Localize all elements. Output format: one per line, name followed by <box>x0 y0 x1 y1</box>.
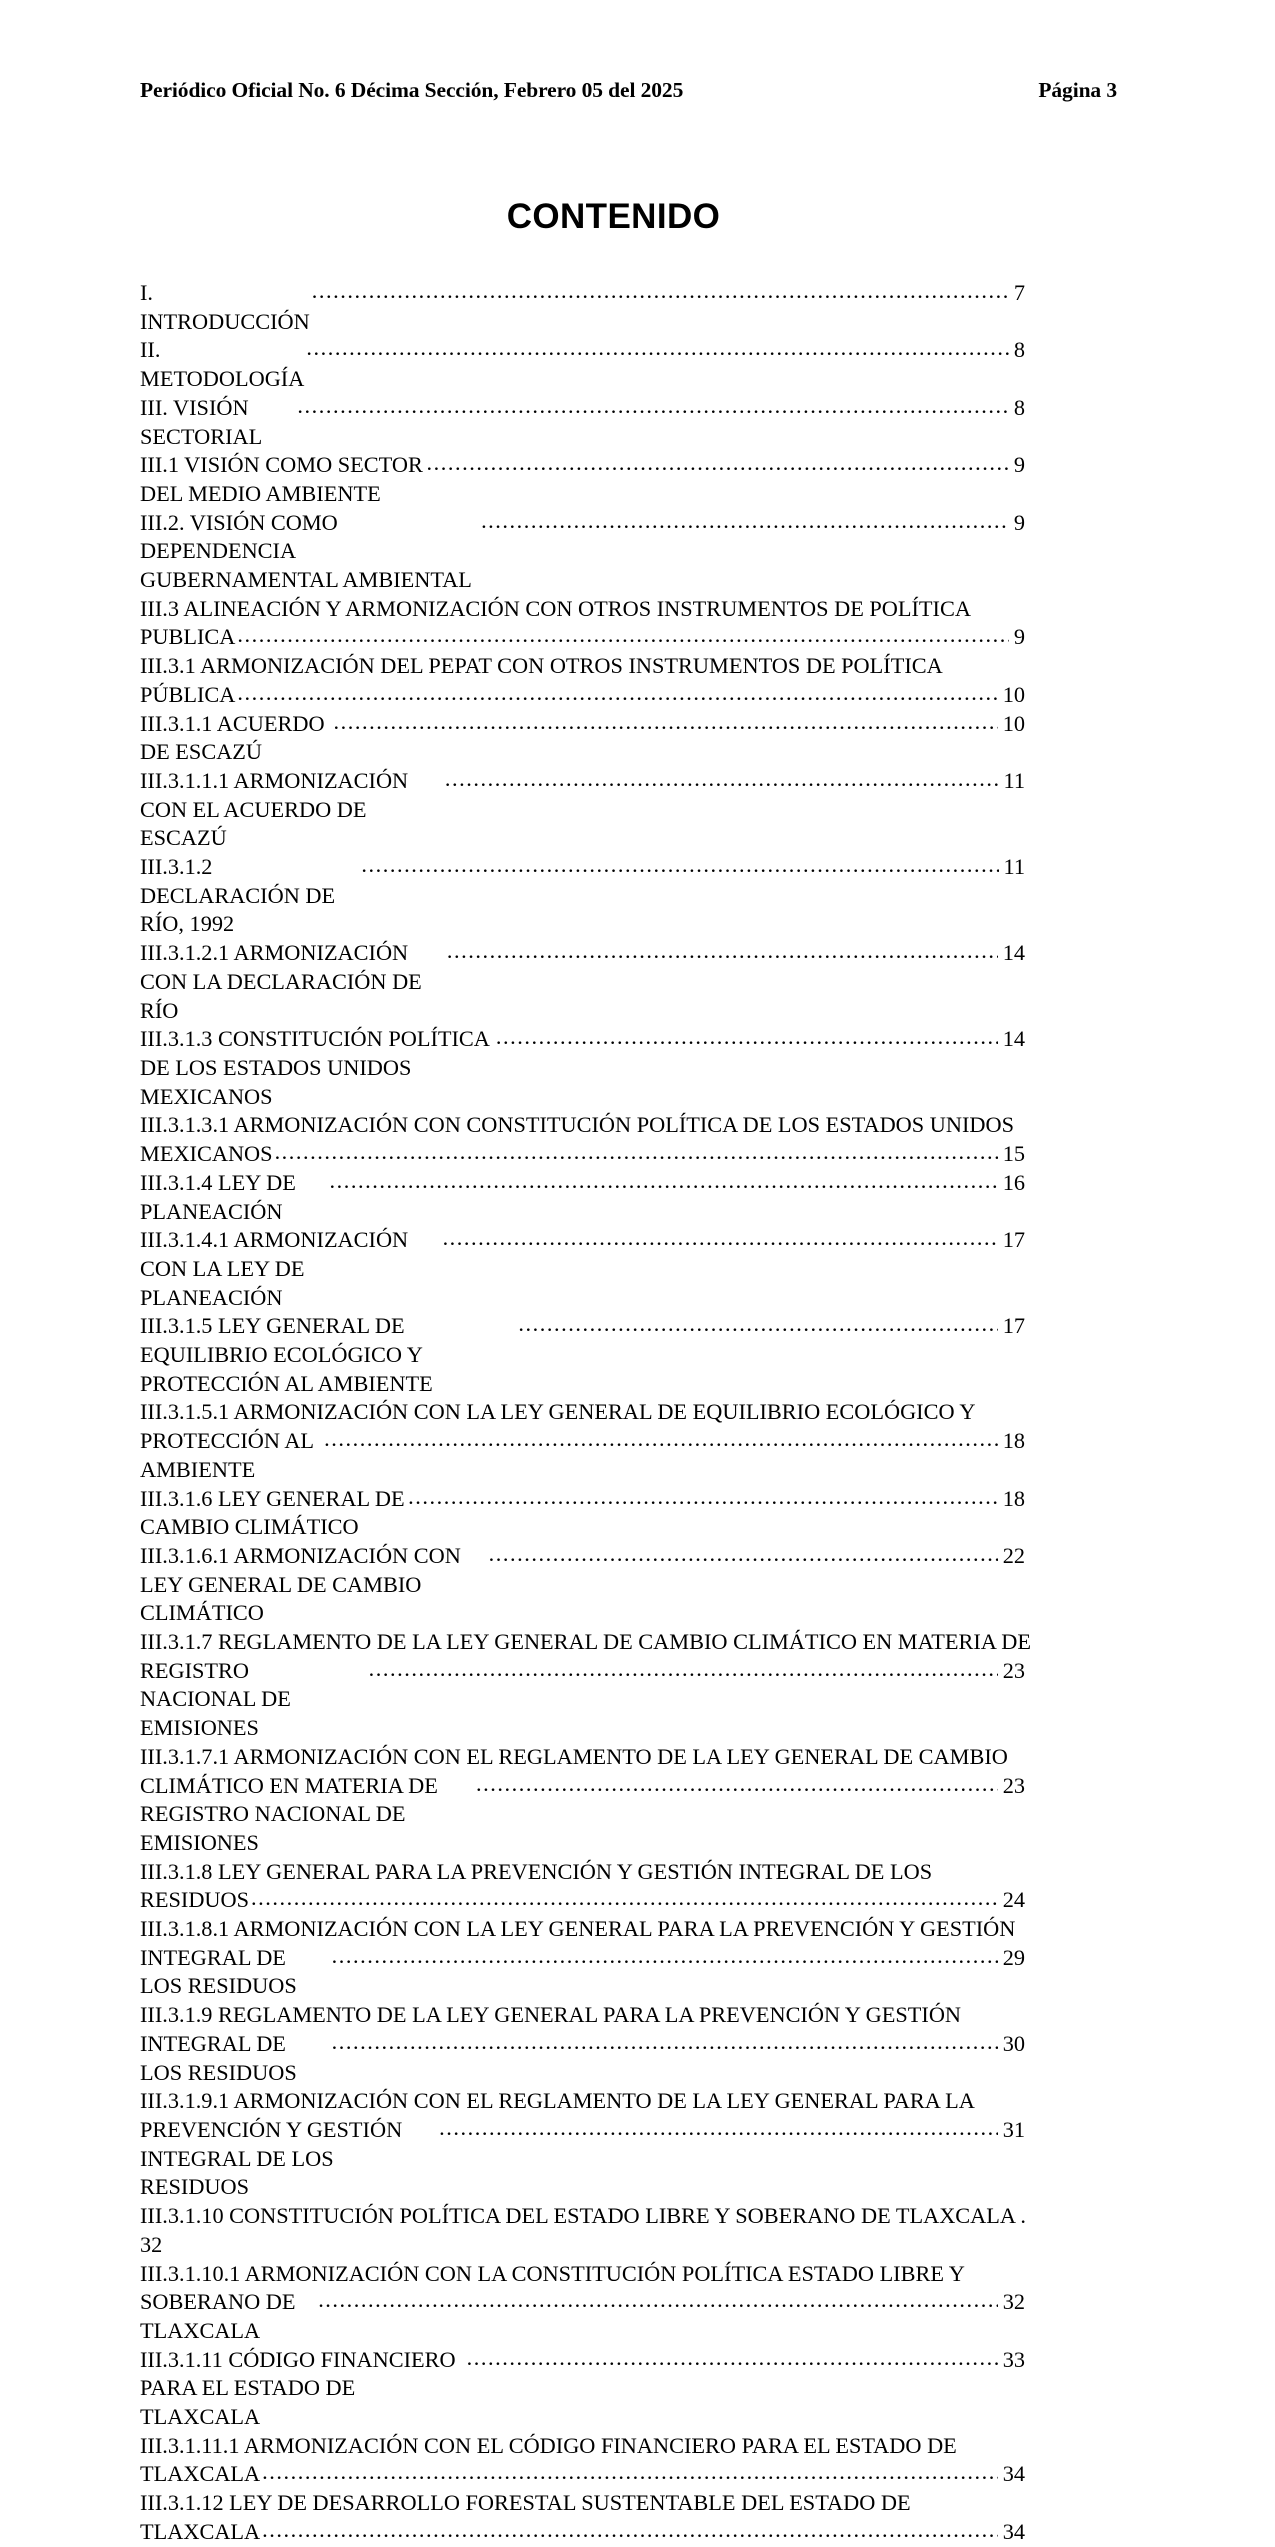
toc-entry-leader-row <box>140 2030 1025 2087</box>
toc-entry-leader-row <box>140 1140 1025 1169</box>
toc-leader-dots <box>447 937 998 966</box>
toc-entry-leader-row <box>140 1025 1025 1111</box>
toc-entry[interactable] <box>140 2001 1025 2087</box>
toc-entry-label: PUBLICA <box>140 624 236 650</box>
toc-leader-dots <box>237 679 997 708</box>
page-title: CONTENIDO <box>506 197 721 236</box>
toc-entry-label: I. INTRODUCCIÓN <box>140 280 310 334</box>
toc-entry-page: 10 <box>1002 681 1025 707</box>
toc-entry-page: 24 <box>1002 1887 1025 1913</box>
toc-entry-page: 14 <box>1002 940 1025 966</box>
running-header <box>140 78 1135 103</box>
toc-entry[interactable] <box>140 1169 1025 1226</box>
toc-entry-page: 9 <box>1013 452 1025 478</box>
toc-entry-line: III.3.1.11.1 ARMONIZACIÓN CON EL CÓDIGO FINANCIERO PARA EL ESTADO DE <box>140 2432 957 2458</box>
toc-entry-line: III.3.1.9 REGLAMENTO DE LA LEY GENERAL PARA LA PREVENCIÓN Y GESTIÓN <box>140 2002 962 2028</box>
toc-leader-dots <box>318 2286 998 2315</box>
toc-entry-leader-row <box>140 1169 1025 1226</box>
toc-entry[interactable] <box>140 1542 1025 1628</box>
toc-entry-label: SOBERANO DE TLAXCALA <box>140 2289 296 2343</box>
toc-leader-dots <box>262 2458 998 2487</box>
toc-entry-page: 8 <box>1013 394 1025 420</box>
toc-entry-leader-row <box>140 623 1025 652</box>
toc-leader-dots <box>275 1138 998 1167</box>
toc-entry-line: III.3.1.8 LEY GENERAL PARA LA PREVENCIÓN Y GESTIÓN INTEGRAL DE LOS <box>140 1858 933 1884</box>
toc-entry[interactable] <box>140 1915 1025 2001</box>
toc-leader-dots <box>427 449 1009 478</box>
toc-entry-leader-row <box>140 1226 1025 1312</box>
toc-entry-label: III. VISIÓN SECTORIAL <box>140 394 263 449</box>
toc-entry-leader-row <box>140 394 1025 451</box>
toc-entry-leader-row <box>140 1657 1025 1743</box>
toc-entry-page: 23 <box>1002 1772 1025 1798</box>
toc-leader-dots <box>306 334 1009 363</box>
toc-entry-line: III.3.1.12 LEY DE DESARROLLO FORESTAL SUSTENTABLE DEL ESTADO DE <box>140 2490 911 2516</box>
toc-entry-label: MEXICANOS <box>140 1141 273 1167</box>
toc-entry-label: III.3.1.5 LEY GENERAL DE EQUILIBRIO ECOLÓGICO Y PROTECCIÓN AL AMBIENTE <box>140 1313 433 1396</box>
toc-entry-leader-row <box>140 279 1025 336</box>
toc-entry[interactable] <box>140 1743 1025 1858</box>
toc-entry-label: RESIDUOS <box>140 1887 250 1913</box>
toc-leader-dots <box>262 2516 998 2545</box>
toc-entry[interactable] <box>140 509 1025 595</box>
toc-leader-dots <box>332 1942 998 1971</box>
toc-entry-line: III.3.1.9.1 ARMONIZACIÓN CON EL REGLAMENTO DE LA LEY GENERAL PARA LA <box>140 2088 975 2114</box>
toc-entry-label: TLAXCALA <box>140 2461 261 2487</box>
toc-entry[interactable] <box>140 2260 1025 2346</box>
toc-entry-label: III.1 VISIÓN COMO SECTOR DEL MEDIO AMBIENTE <box>140 452 423 506</box>
toc-leader-dots <box>439 2114 998 2143</box>
toc-entry-page: 22 <box>1002 1542 1025 1568</box>
toc-entry-leader-row <box>140 1485 1025 1542</box>
toc-entry-leader-row <box>140 1772 1025 1858</box>
toc-leader-dots <box>332 2028 998 2057</box>
header-page-number: Página 3 <box>1038 78 1117 102</box>
toc-entry-page: 18 <box>1002 1485 1025 1511</box>
toc-entry-leader-row <box>140 853 1025 939</box>
toc-entry-page: 32 <box>140 2231 163 2257</box>
toc-entry-page: 17 <box>1002 1313 1025 1339</box>
toc-entry-label: III.3.1.4.1 ARMONIZACIÓN CON LA LEY DE PLANEACIÓN <box>140 1227 409 1310</box>
toc-entry[interactable] <box>140 1226 1025 1312</box>
toc-leader-dots <box>237 621 1008 650</box>
toc-entry-leader-row <box>140 336 1025 393</box>
toc-entry-leader-row <box>140 2518 1025 2547</box>
toc-entry[interactable] <box>140 652 1025 709</box>
toc-leader-dots <box>443 1224 998 1253</box>
toc-entry-label: PÚBLICA <box>140 681 236 707</box>
toc-entry-page: 34 <box>1002 2518 1025 2544</box>
toc-entry-line: III.3.1.8.1 ARMONIZACIÓN CON LA LEY GENERAL PARA LA PREVENCIÓN Y GESTIÓN <box>140 1916 1016 1942</box>
toc-leader-dots <box>369 1655 998 1684</box>
toc-entry-page: 29 <box>1002 1944 1025 1970</box>
toc-entry-leader-row <box>140 2116 1025 2202</box>
toc-leader-dots <box>496 1023 998 1052</box>
toc-leader-dots <box>489 1540 998 1569</box>
toc-entry[interactable] <box>140 394 1025 451</box>
toc-entry[interactable] <box>140 767 1025 853</box>
toc-entry[interactable] <box>140 336 1025 393</box>
toc-leader-dots <box>481 507 1009 536</box>
toc-entry-leader-row <box>140 2346 1025 2432</box>
header-publication-info: Periódico Oficial No. 6 Décima Sección, Febrero 05 del 2025 <box>140 78 684 102</box>
toc-entry-page: 18 <box>1002 1428 1025 1454</box>
toc-entry[interactable] <box>140 2346 1025 2432</box>
toc-entry-page: 32 <box>1002 2289 1025 2315</box>
toc-entry-label: TLAXCALA <box>140 2518 261 2544</box>
toc-entry-leader-row <box>140 1427 1025 1484</box>
toc-leader-dots <box>445 765 999 794</box>
toc-entry-page: 30 <box>1002 2030 1025 2056</box>
toc-entry[interactable] <box>140 1858 1025 1915</box>
toc-leader-dots <box>361 851 998 880</box>
toc-entry-page: 23 <box>1002 1657 1025 1683</box>
toc-entry-leader-row <box>140 2460 1025 2489</box>
toc-entry[interactable] <box>140 1398 1025 1484</box>
toc-entry-leader-row <box>140 451 1025 508</box>
toc-entry-label: INTEGRAL DE LOS RESIDUOS <box>140 1944 297 1999</box>
toc-entry[interactable] <box>140 1025 1025 1111</box>
toc-entry-label: II. METODOLOGÍA <box>140 337 305 392</box>
toc-entry-label: PREVENCIÓN Y GESTIÓN INTEGRAL DE LOS RESIDUOS <box>140 2117 403 2200</box>
toc-entry-line: III.3.1.7.1 ARMONIZACIÓN CON EL REGLAMENTO DE LA LEY GENERAL DE CAMBIO <box>140 1743 1008 1769</box>
toc-entry-page: 15 <box>1002 1141 1025 1167</box>
toc-entry[interactable] <box>140 2489 1025 2546</box>
toc-entry-label: III.2. VISIÓN COMO DEPENDENCIA GUBERNAMENTAL AMBIENTAL <box>140 509 472 593</box>
toc-entry-label: III.3.1.6.1 ARMONIZACIÓN CON LEY GENERAL DE CAMBIO CLIMÁTICO <box>140 1542 461 1626</box>
toc-entry-line: III.3.1.3.1 ARMONIZACIÓN CON CONSTITUCIÓN POLÍTICA DE LOS ESTADOS UNIDOS <box>140 1112 1014 1138</box>
toc-entry-page: 11 <box>1003 767 1025 793</box>
toc-entry-label: REGISTRO NACIONAL DE EMISIONES <box>140 1657 291 1741</box>
toc-entry-line: III.3.1.10 CONSTITUCIÓN POLÍTICA DEL ESTADO LIBRE Y SOBERANO DE TLAXCALA . <box>140 2203 1026 2229</box>
toc-entry-label: III.3.1.11 CÓDIGO FINANCIERO PARA EL ESTADO DE TLAXCALA <box>140 2346 456 2430</box>
toc-leader-dots <box>467 2344 998 2373</box>
toc-entry-label: III.3.1.1 ACUERDO DE ESCAZÚ <box>140 710 325 765</box>
toc-entry-page: 16 <box>1002 1169 1025 1195</box>
toc-entry-page: 9 <box>1013 509 1025 535</box>
toc-entry-label: III.3.1.2.1 ARMONIZACIÓN CON LA DECLARACIÓN DE RÍO <box>140 940 422 1023</box>
toc-leader-dots <box>408 1483 998 1512</box>
toc-entry-line: III.3.1.5.1 ARMONIZACIÓN CON LA LEY GENERAL DE EQUILIBRIO ECOLÓGICO Y <box>140 1399 976 1425</box>
toc-entry-label: PROTECCIÓN AL AMBIENTE <box>140 1428 314 1482</box>
toc-entry-label: III.3.1.3 CONSTITUCIÓN POLÍTICA DE LOS ESTADOS UNIDOS MEXICANOS <box>140 1026 489 1109</box>
toc-entry[interactable] <box>140 1485 1025 1542</box>
toc-entry-page: 17 <box>1002 1227 1025 1253</box>
toc-entry-label: III.3.1.6 LEY GENERAL DE CAMBIO CLIMÁTICO <box>140 1485 405 1540</box>
toc-entry-page: 31 <box>1002 2117 1025 2142</box>
toc-entry-page: 33 <box>1002 2346 1025 2372</box>
toc-entry-leader-row <box>140 1542 1025 1628</box>
toc-entry-line: III.3.1.7 REGLAMENTO DE LA LEY GENERAL DE CAMBIO CLIMÁTICO EN MATERIA DE <box>140 1629 1031 1655</box>
toc-entry-page: 11 <box>1003 854 1025 880</box>
toc-entry-leader-row <box>140 2288 1025 2345</box>
toc-entry[interactable] <box>140 2202 1025 2259</box>
toc-entry-leader-row <box>140 681 1025 710</box>
toc-entry-leader-row <box>140 1312 1025 1398</box>
toc-entry-label: III.3.1.1.1 ARMONIZACIÓN CON EL ACUERDO DE ESCAZÚ <box>140 767 409 851</box>
toc-entry-label: III.3.1.2 DECLARACIÓN DE RÍO, 1992 <box>140 854 336 937</box>
toc-entry[interactable] <box>140 2432 1025 2489</box>
toc-entry[interactable] <box>140 2087 1025 2202</box>
toc-entry-page: 14 <box>1002 1026 1025 1052</box>
toc-entry-leader-row <box>140 939 1025 1025</box>
toc-entry-page: 8 <box>1013 337 1025 363</box>
toc-leader-dots <box>518 1310 997 1339</box>
toc-entry-page: 10 <box>1002 710 1025 736</box>
toc-entry-page: 9 <box>1013 624 1025 650</box>
toc-entry[interactable] <box>140 1111 1025 1168</box>
toc-entry-label: INTEGRAL DE LOS RESIDUOS <box>140 2030 297 2085</box>
toc-entry[interactable] <box>140 853 1025 939</box>
toc-leader-dots <box>312 277 1009 306</box>
toc-leader-dots <box>476 1770 998 1799</box>
toc-entry[interactable] <box>140 451 1025 508</box>
toc-entry-leader-row <box>140 710 1025 767</box>
toc-entry[interactable] <box>140 710 1025 767</box>
toc-entry-line: III.3.1 ARMONIZACIÓN DEL PEPAT CON OTROS INSTRUMENTOS DE POLÍTICA <box>140 653 943 679</box>
toc-leader-dots <box>251 1884 998 1913</box>
toc-entry-page: 7 <box>1013 280 1025 305</box>
toc-leader-dots <box>333 708 997 737</box>
toc-leader-dots <box>297 392 1009 421</box>
toc-entry-page: 34 <box>1002 2461 1025 2487</box>
table-of-contents <box>140 279 1031 2547</box>
toc-entry[interactable] <box>140 939 1025 1025</box>
toc-entry-leader-row <box>140 767 1025 853</box>
toc-entry[interactable] <box>140 279 1025 336</box>
toc-entry-leader-row <box>140 509 1025 595</box>
toc-entry-line: III.3 ALINEACIÓN Y ARMONIZACIÓN CON OTROS INSTRUMENTOS DE POLÍTICA <box>140 595 971 621</box>
toc-leader-dots <box>330 1167 998 1196</box>
toc-entry[interactable] <box>140 1312 1025 1398</box>
toc-entry-leader-row <box>140 1886 1025 1915</box>
toc-leader-dots <box>324 1425 998 1454</box>
toc-entry[interactable] <box>140 595 1025 652</box>
toc-entry-line: III.3.1.10.1 ARMONIZACIÓN CON LA CONSTITUCIÓN POLÍTICA ESTADO LIBRE Y <box>140 2260 965 2286</box>
toc-entry-label: III.3.1.4 LEY DE PLANEACIÓN <box>140 1169 296 1224</box>
toc-entry[interactable] <box>140 1628 1031 1743</box>
toc-entry-leader-row <box>140 1944 1025 2001</box>
toc-entry-label: CLIMÁTICO EN MATERIA DE REGISTRO NACIONAL DE EMISIONES <box>140 1772 438 1855</box>
